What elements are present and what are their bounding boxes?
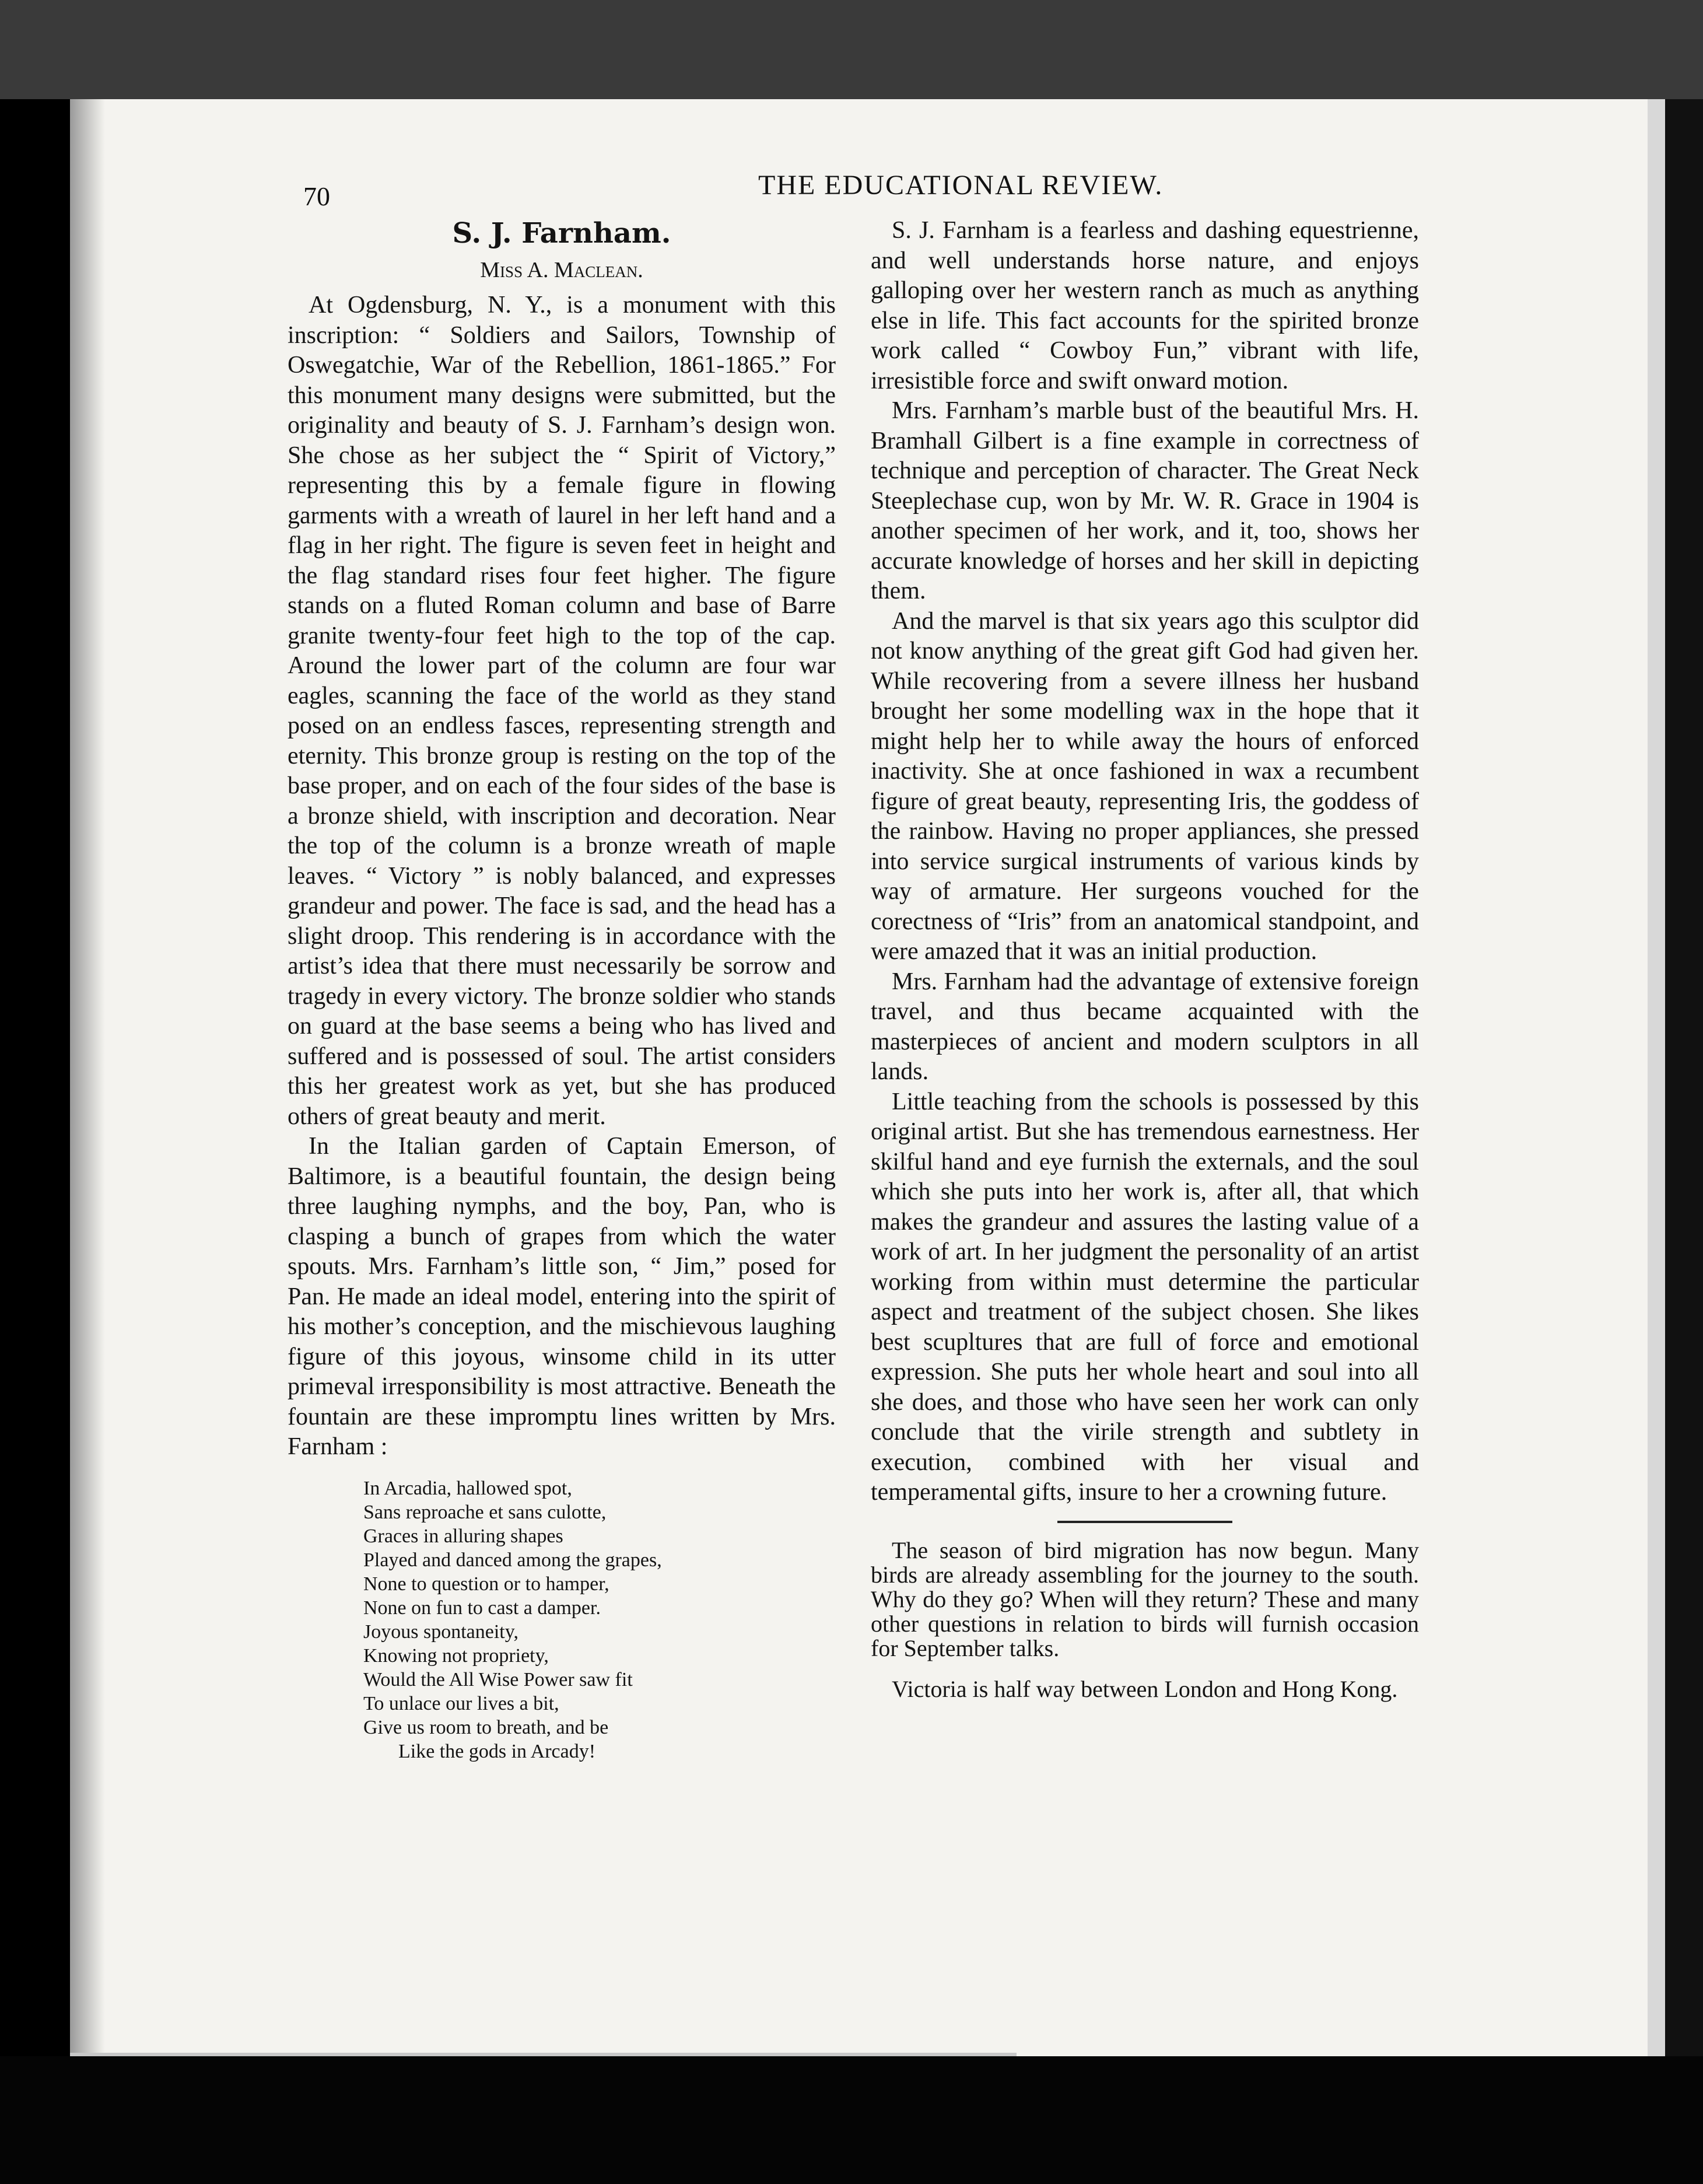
poem-line: None to question or to hamper, xyxy=(363,1573,609,1595)
page-number: 70 xyxy=(303,181,330,211)
poem-line: To unlace our lives a bit, xyxy=(363,1692,559,1714)
paragraph: Little teaching from the schools is possessed by this original artist. But she has tremendous earnestness. Her skilful hand and eye furnish the externals, and the soul which she puts into her work is, after all, that which makes the grandeur and assures the lasting value of a work of art. In her judgment the personality of an artist working from within must determine the particular aspect and treatment of the subject chosen. She likes best scupltures that are full of force and emotional expression. She puts her whole heart and soul into all she does, and those who have seen her work can only conclude that the virile strength and subtlety in execution, combined with her visual and temperamental gifts, insure to her a crowning future. xyxy=(871,1088,1419,1506)
poem-line: Like the gods in Arcady! xyxy=(398,1740,596,1762)
scan-top-border xyxy=(0,0,1703,99)
paragraph: At Ogdensburg, N. Y., is a monument with this inscription: “ Soldiers and Sailors, Township of Oswegatchie, War of the Rebellion, 1861-1865.” For this monument many designs were submitted, but the originality and beauty of S. J. Farnham’s design won. She chose as her subject the “ Spirit of Victory,” representing this by a female figure in flowing garments with a wreath of laurel in her left hand and a flag in her right. The figure is seven feet in height and the flag standard rises four feet higher. The figure stands on a fluted Roman column and base of Barre granite twenty-four feet high to the top of the cap. Around the lower part of the column are four war eagles, scanning the face of the world as they stand posed on an endless fasces, representing strength and eternity. This bronze group is resting on the top of the base proper, and on each of the four sides of the base is a bronze shield, with inscription and decoration. Near the top of the column is a bronze wreath of maple leaves. “ Victory ” is nobly balanced, and expresses grandeur and power. The face is sad, and the head has a slight droop. This rendering is in accordance with the artist’s idea that there must necessarily be sorrow and tragedy in every victory. The bronze soldier who stands on guard at the base seems a being who has lived and suffered and is possessed of soul. The artist considers this her greatest work as yet, but she has produced others of great beauty and merit. xyxy=(288,292,836,1130)
poem xyxy=(363,1476,836,1763)
left-column xyxy=(288,216,836,1763)
paragraph: S. J. Farnham is a fearless and dashing equestrienne, and well understands horse nature, and enjoys galloping over her western ranch as much as anything else in life. This fact accounts for the spirited bronze work called “ Cowboy Fun,” vibrant with life, irresistible force and swift onward motion. xyxy=(871,217,1419,394)
poem-line: Joyous spontaneity, xyxy=(363,1620,519,1643)
poem-line: Played and danced among the grapes, xyxy=(363,1549,662,1571)
paragraph: And the marvel is that six years ago this sculptor did not know anything of the great gift God had given her. While recovering from a severe illness her husband brought her some modelling wax in the hope that it might help her to while away the hours of enforced inactivity. She at once fashioned in wax a recumbent figure of great beauty, representing Iris, the goddess of the rainbow. Having no proper appliances, she pressed into service surgical instruments of various kinds by way of armature. Her surgeons vouched for the corectness of “Iris” from an anatomical standpoint, and were amazed that it was an initial production. xyxy=(871,607,1419,965)
poem-line: None on fun to cast a damper. xyxy=(363,1597,601,1619)
poem-line: Knowing not propriety, xyxy=(363,1644,549,1667)
paragraph: Mrs. Farnham’s marble bust of the beautiful Mrs. H. Bramhall Gilbert is a fine example in correctness of technique and perception of character. The Great Neck Steeplechase cup, won by Mr. W. R. Grace in 1904 is another specimen of her work, and it, too, shows her accurate knowledge of horses and her skill in depicting them. xyxy=(871,397,1419,604)
article-byline: Miss A. Maclean. xyxy=(480,258,643,282)
next-page-edge xyxy=(1648,99,1703,2056)
running-title: THE EDUCATIONAL REVIEW. xyxy=(758,170,1164,201)
section-divider xyxy=(1057,1521,1232,1523)
poem-line: Graces in alluring shapes xyxy=(363,1525,563,1547)
poem-line: Sans reproache et sans culotte, xyxy=(363,1501,607,1523)
paragraph: Mrs. Farnham had the advantage of extensive foreign travel, and thus became acquainted with the masterpieces of ancient and modern sculptors in all lands. xyxy=(871,968,1419,1085)
scan-right-border xyxy=(1665,99,1703,2056)
right-column xyxy=(871,216,1419,1702)
poem-line: Give us room to breath, and be xyxy=(363,1716,609,1738)
article-title: S. J. Farnham. xyxy=(452,217,671,250)
paragraph: In the Italian garden of Captain Emerson, of Baltimore, is a beautiful fountain, the design being three laughing nymphs, and the boy, Pan, who is clasping a bunch of grapes from which the water spouts. Mrs. Farnham’s little son, “ Jim,” posed for Pan. He made an ideal model, entering into the spirit of his mother’s conception, and the mischievous laughing figure of this joyous, winsome child in its utter primeval irresponsibility is most attractive. Beneath the fountain are these impromptu lines written by Mrs. Farnham : xyxy=(288,1133,836,1460)
poem-line: In Arcadia, hallowed spot, xyxy=(363,1477,572,1499)
poem-line: Would the All Wise Power saw fit xyxy=(363,1668,633,1690)
scan-bottom-border xyxy=(0,2056,1703,2184)
news-note: Victoria is half way between London and Hong Kong. xyxy=(892,1675,1398,1702)
news-note: The season of bird migration has now begun. Many birds are already assembling for the journey to the south. Why do they go? When will they return? These and many other questions in relation to birds will furnish occasion for September talks. xyxy=(871,1536,1419,1661)
binding-shadow xyxy=(70,99,105,2056)
